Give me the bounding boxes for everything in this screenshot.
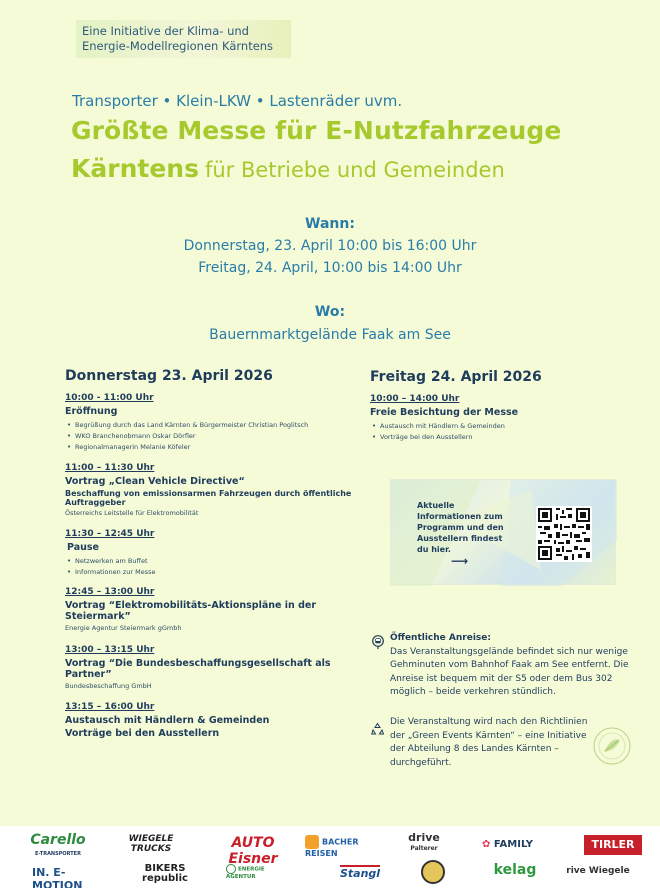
list-item: • Netzwerken am Buffet [65, 556, 365, 567]
page-title-line2 [71, 154, 505, 183]
thursday-schedule [65, 368, 365, 739]
list-item: • Begrüßung durch das Land Kärnten & Bürgermeister Christian Poglitsch [65, 420, 365, 431]
logo-tirler: TIRLER [584, 835, 642, 855]
green-events-info: Die Veranstaltung wird nach den Richtlinien der „Green Events Kärnten“ – eine Initiative der Abteilung 8 des Landes Kärnten – durchgeführt. [390, 717, 588, 768]
bus-icon [372, 634, 384, 653]
logo-energie-agentur: ENERGIE AGENTUR [226, 864, 290, 881]
where-heading: Wo: [314, 304, 346, 320]
logo-family: ✿ FAMILY [482, 839, 534, 850]
slot-note: Bundesbeschaffung GmbH [65, 682, 152, 690]
slot-bullets [370, 421, 630, 443]
initiative-line1: Eine Initiative der Klima- und [82, 24, 249, 38]
logo-kelag: kelag [493, 862, 537, 878]
slot-time: 11:00 – 11:30 Uhr [65, 463, 155, 473]
slot-3 [65, 529, 365, 578]
slot-time: 10:00 – 14:00 Uhr [370, 394, 460, 404]
list-item: • Regionalmanagerin Melanie Köfeler [65, 442, 365, 453]
family-mark-icon: ✿ [482, 839, 491, 850]
slot-friday-1 [370, 394, 630, 443]
slot-subtitle: Beschaffung von emissionsarmen Fahrzeugen durch öffentliche Auftraggeber [65, 489, 352, 507]
thursday-heading: Donnerstag 23. April 2026 [65, 368, 273, 384]
slot-time: 10:00 - 11:00 Uhr [65, 393, 154, 403]
slot-note: Energie Agentur Steiermark gGmbh [65, 624, 182, 632]
list-item: • Austausch mit Händlern & Gemeinden [370, 421, 630, 432]
slot-title: Vortrag „Clean Vehicle Directive“ [65, 476, 245, 487]
page-title: Größte Messe für E-Nutzfahrzeuge [71, 116, 562, 145]
transport-info [390, 632, 630, 700]
logo-emblem-icon [421, 860, 445, 884]
slot-time: 12:45 – 13:00 Uhr [65, 587, 155, 597]
logo-drive-palterer: drive Palterer [408, 831, 440, 852]
slot-time: 13:00 – 13:15 Uhr [65, 645, 155, 655]
title-suffix: für Betriebe und Gemeinden [204, 158, 505, 182]
logo-bacher-reisen: BACHER REISEN [305, 835, 365, 858]
logo-bikers-republic: BIKERS republic [142, 863, 188, 884]
arrow-right-icon: ⟶ [451, 554, 469, 568]
slot-title: Freie Besichtung der Messe [370, 407, 519, 418]
title-karntens: Kärntens [71, 154, 199, 183]
logo-wiegele: rive Wiegele [566, 866, 630, 876]
slot-6 [65, 702, 365, 739]
list-item: • Vorträge bei den Ausstellern [370, 432, 630, 443]
energie-agentur-mark-icon [226, 864, 236, 874]
logo-eisner: AUTO Eisner [228, 835, 278, 867]
slot-note: Österreichs Leitstelle für Elektromobilität [65, 509, 199, 517]
slot-4 [65, 587, 365, 632]
slot-title: Eröffnung [65, 406, 118, 417]
friday-heading: Freitag 24. April 2026 [370, 369, 542, 385]
slot-bullets [65, 420, 365, 453]
slot-title: Austausch mit Händlern & Gemeinden [65, 715, 270, 726]
subheadline: Transporter • Klein-LKW • Lastenräder uvm. [72, 92, 403, 110]
initiative-line2: Energie-Modellregionen Kärntens [82, 39, 274, 53]
when-section [0, 213, 660, 279]
where-place: Bauernmarktgelände Faak am See [209, 327, 451, 343]
slot-5 [65, 645, 365, 690]
when-line1: Donnerstag, 23. April 10:00 bis 16:00 Uhr [183, 238, 477, 254]
qr-text: Aktuelle Informationen zum Programm und den Ausstellern findest du hier. ⟶ [417, 500, 513, 567]
qr-code[interactable] [536, 506, 592, 562]
logo-in-emotion: IN. E-MOTION [32, 866, 83, 888]
initiative-banner [76, 20, 291, 58]
list-item: • WKO Branchenobmann Oskar Dörfler [65, 431, 365, 442]
transport-heading: Öffentliche Anreise: [390, 633, 491, 643]
when-line2: Freitag, 24. April, 10:00 bis 14:00 Uhr [198, 260, 462, 276]
slot-bullets [65, 556, 365, 578]
slot-title: Vortrag “Elektromobilitäts-Aktionspläne in der Steiermark” [65, 600, 317, 622]
when-heading: Wann: [305, 216, 355, 232]
recycle-icon [371, 720, 384, 739]
transport-text: Das Veranstaltungsgelände befindet sich nur wenige Gehminuten vom Bahnhof Faak am See entfernt. Die Anreise ist bequem mit der S5 oder dem Bus 302 möglich – beide verkehren stündlich. [390, 646, 629, 697]
where-section [0, 301, 660, 346]
slot-1 [65, 393, 365, 453]
list-item: • Informationen zur Messe [65, 567, 365, 578]
bacher-mark-icon [305, 835, 319, 849]
slot-2 [65, 463, 365, 517]
friday-schedule [370, 369, 630, 443]
logo-wiegele-trucks: WIEGELE TRUCKS [128, 834, 174, 854]
logo-carello: Carello E-TRANSPORTER [30, 832, 86, 857]
slot-time: 11:30 – 12:45 Uhr [65, 529, 155, 539]
slot-title-2: Vorträge bei den Ausstellern [65, 728, 220, 739]
qr-code-icon [538, 508, 590, 560]
slot-title: Pause [67, 542, 99, 553]
logo-stangl: Stangl [340, 867, 381, 880]
sponsor-logos [0, 826, 660, 888]
slot-title: Vortrag “Die Bundesbeschaffungsgesellschaft als Partner” [65, 658, 331, 680]
slot-time: 13:15 – 16:00 Uhr [65, 702, 155, 712]
green-events-seal-icon [592, 726, 632, 770]
